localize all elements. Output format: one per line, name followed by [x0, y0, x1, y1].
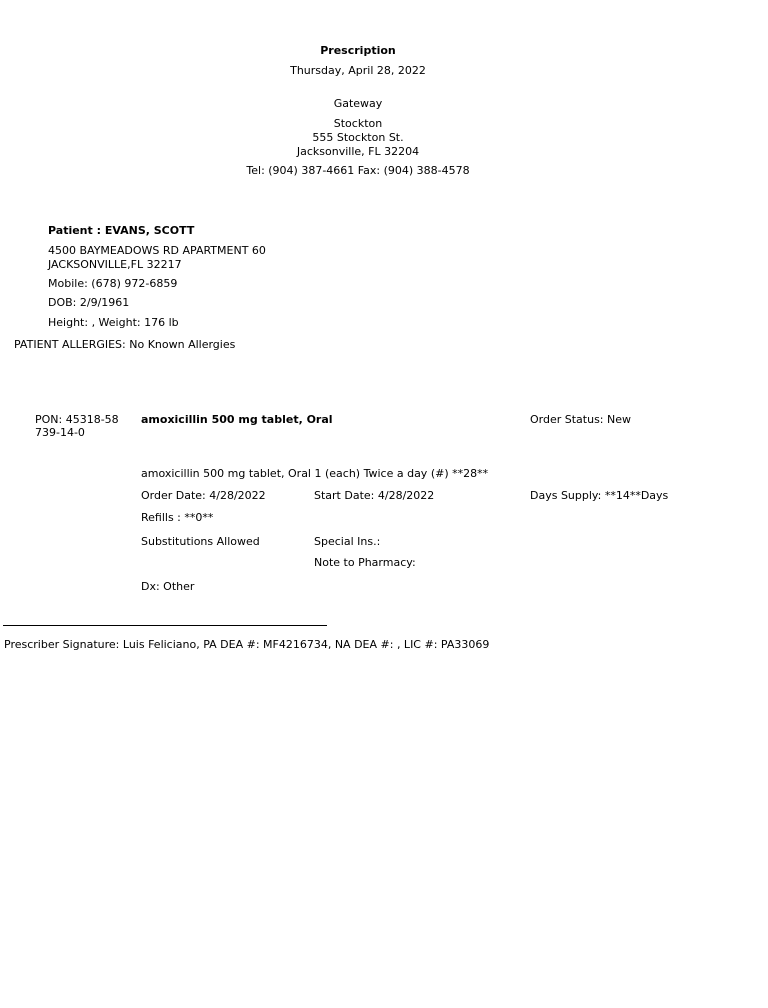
days-supply: Days Supply: **14**Days [530, 489, 669, 502]
patient-address-line2: JACKSONVILLE,FL 32217 [48, 258, 182, 271]
patient-height-weight: Height: , Weight: 176 lb [48, 316, 179, 329]
special-instructions: Special Ins.: [314, 535, 381, 548]
patient-name: Patient : EVANS, SCOTT [48, 224, 195, 237]
signature-line [3, 625, 327, 626]
patient-dob: DOB: 2/9/1961 [48, 296, 130, 309]
pharmacy-location-name: Stockton [333, 117, 383, 130]
pharmacy-city-state-zip: Jacksonville, FL 32204 [296, 145, 420, 158]
patient-allergies: PATIENT ALLERGIES: No Known Allergies [14, 338, 236, 351]
pharmacy-street: 555 Stockton St. [312, 131, 404, 144]
pharmacy-name: Gateway [333, 97, 383, 110]
prescriber-signature: Prescriber Signature: Luis Feliciano, PA DEA #: MF4216734, NA DEA #: , LIC #: PA33069 [4, 638, 490, 651]
refills: Refills : **0** [141, 511, 214, 524]
diagnosis: Dx: Other [141, 580, 195, 593]
patient-address-line1: 4500 BAYMEADOWS RD APARTMENT 60 [48, 244, 266, 257]
prescription-date: Thursday, April 28, 2022 [290, 64, 426, 77]
patient-mobile: Mobile: (678) 972-6859 [48, 277, 178, 290]
drug-title: amoxicillin 500 mg tablet, Oral [141, 413, 333, 426]
order-date: Order Date: 4/28/2022 [141, 489, 266, 502]
page-title: Prescription [320, 44, 396, 57]
drug-sig: amoxicillin 500 mg tablet, Oral 1 (each) Twice a day (#) **28** [141, 467, 489, 480]
note-to-pharmacy: Note to Pharmacy: [314, 556, 416, 569]
order-pon: PON: 45318-58739-14-0 [35, 413, 119, 439]
order-status: Order Status: New [530, 413, 632, 426]
start-date: Start Date: 4/28/2022 [314, 489, 435, 502]
pharmacy-phone-fax: Tel: (904) 387-4661 Fax: (904) 388-4578 [246, 164, 470, 177]
substitutions: Substitutions Allowed [141, 535, 260, 548]
